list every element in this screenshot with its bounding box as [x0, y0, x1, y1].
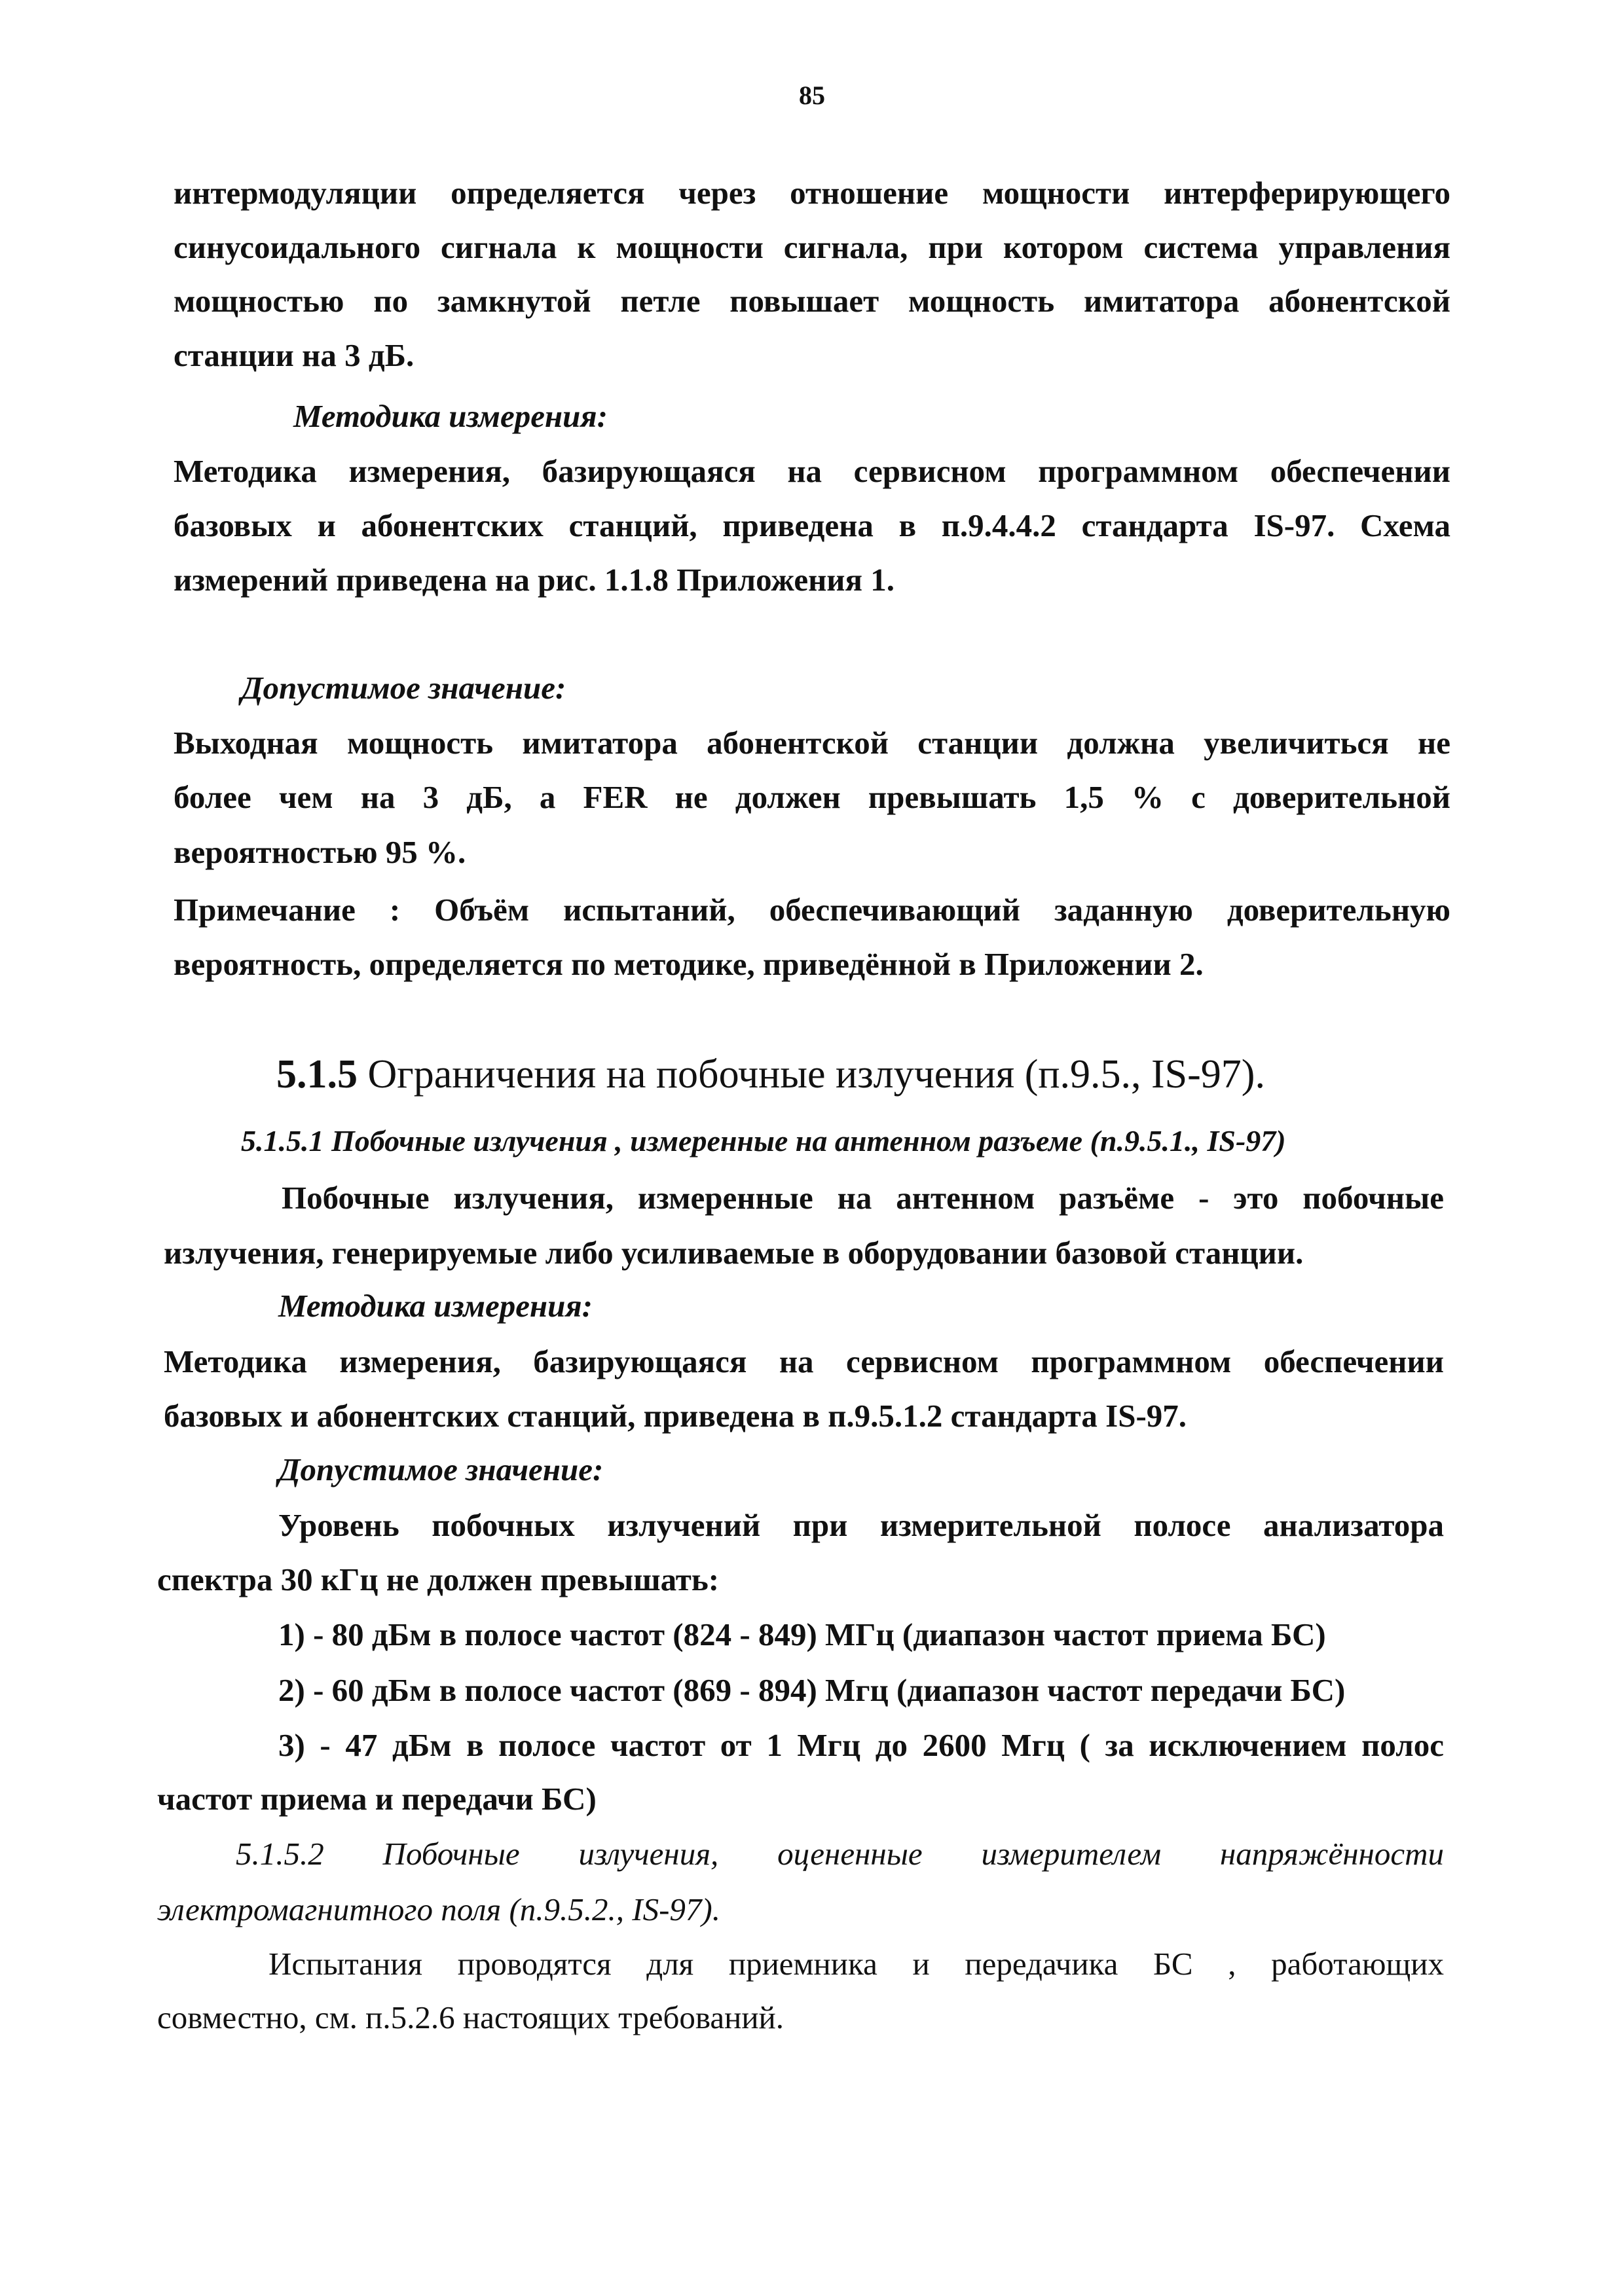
list-item: 1) - 80 дБм в полосе частот (824 - 849) МГц (диапазон частот приема БС): [278, 1616, 1326, 1652]
list-item: 2) - 60 дБм в полосе частот (869 - 894) Мгц (диапазон частот передачи БС): [278, 1672, 1346, 1708]
paragraph-line: измерений приведена на рис. 1.1.8 Приложения 1.: [174, 562, 895, 598]
subsection-heading: 5.1.5.2 Побочные излучения, оцененные измерителем напряжённости: [236, 1836, 1444, 1872]
paragraph-line: базовых и абонентских станций, приведена в п.9.5.1.2 стандарта IS-97.: [164, 1398, 1187, 1434]
section-title: Ограничения на побочные излучения (п.9.5., IS-97).: [358, 1052, 1265, 1097]
note-line: Примечание : Объём испытаний, обеспечивающий заданную доверительную: [174, 892, 1450, 928]
paragraph-line: Методика измерения, базирующаяся на сервисном программном обеспечении: [174, 453, 1450, 489]
paragraph-line: мощностью по замкнутой петле повышает мощность имитатора абонентской: [174, 283, 1450, 319]
paragraph-line: синусоидального сигнала к мощности сигнала, при котором система управления: [174, 229, 1450, 265]
paragraph-line: базовых и абонентских станций, приведена в п.9.4.4.2 стандарта IS-97. Схема: [174, 507, 1450, 543]
method-heading: Методика измерения:: [293, 398, 608, 434]
paragraph-line: Побочные излучения, измеренные на антенном разъёме - это побочные: [282, 1180, 1444, 1216]
paragraph-line: Методика измерения, базирующаяся на сервисном программном обеспечении: [164, 1343, 1444, 1379]
paragraph-line: интермодуляции определяется через отношение мощности интерферирующего: [174, 175, 1450, 211]
paragraph-line: вероятностью 95 %.: [174, 834, 466, 870]
paragraph-line: станции на 3 дБ.: [174, 337, 415, 373]
list-item-continuation: частот приема и передачи БС): [157, 1781, 597, 1817]
note-line: вероятность, определяется по методике, приведённой в Приложении 2.: [174, 946, 1204, 982]
paragraph-line: спектра 30 кГц не должен превышать:: [157, 1561, 720, 1597]
subsection-heading: 5.1.5.1 Побочные излучения , измеренные на антенном разъеме (п.9.5.1., IS-97): [241, 1124, 1286, 1157]
section-heading: [276, 1051, 1265, 1098]
subsection-heading-continuation: электромагнитного поля (п.9.5.2., IS-97).: [157, 1891, 720, 1927]
section-number: 5.1.5: [276, 1052, 358, 1097]
paragraph-line: излучения, генерируемые либо усиливаемые в оборудовании базовой станции.: [164, 1235, 1304, 1271]
allowed-value-heading: Допустимое значение:: [241, 670, 566, 706]
allowed-value-heading: Допустимое значение:: [278, 1451, 604, 1487]
list-item: 3) - 47 дБм в полосе частот от 1 Мгц до 2600 Мгц ( за исключением полос: [278, 1727, 1444, 1763]
paragraph-line: более чем на 3 дБ, а FER не должен превышать 1,5 % с доверительной: [174, 779, 1450, 815]
method-heading: Методика измерения:: [278, 1288, 593, 1324]
page-number: 85: [799, 81, 825, 110]
paragraph-line: Испытания проводятся для приемника и передачика БС , работающих: [268, 1946, 1444, 1982]
paragraph-line: Выходная мощность имитатора абонентской станции должна увеличиться не: [174, 725, 1450, 761]
paragraph-line: Уровень побочных излучений при измерительной полосе анализатора: [278, 1507, 1444, 1543]
paragraph-line: совместно, см. п.5.2.6 настоящих требований.: [157, 1999, 784, 2035]
